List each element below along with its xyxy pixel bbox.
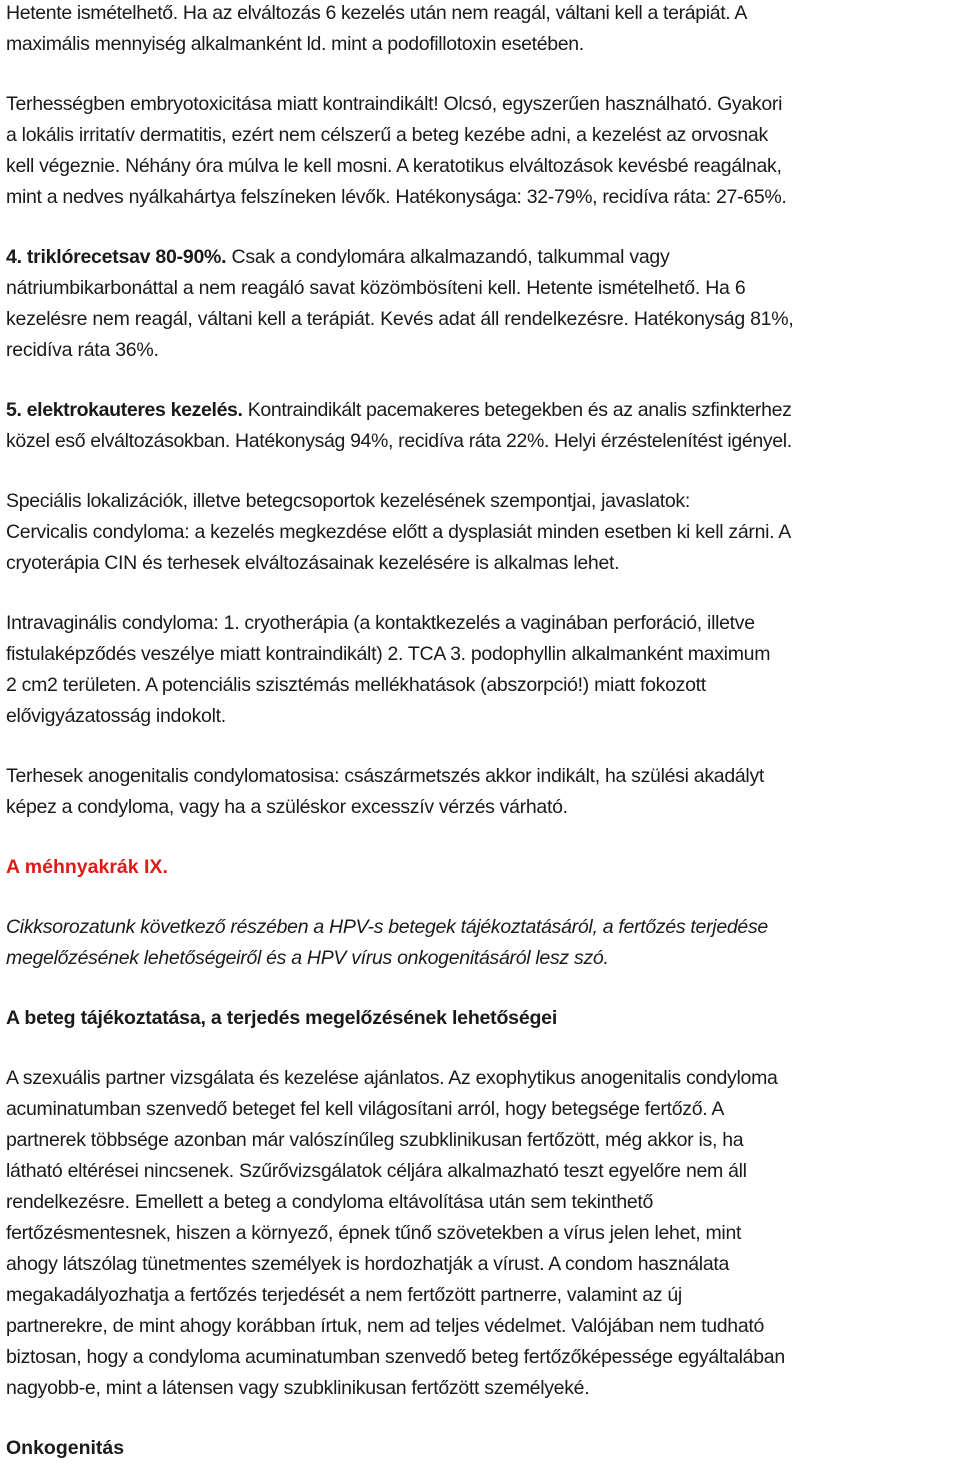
text-line <box>6 242 958 273</box>
paragraph-trichloroacetic-acid <box>6 242 958 366</box>
text-line: Terhességben embryotoxicitása miatt kontraindikált! Olcsó, egyszerűen használható. Gyakori <box>6 93 783 115</box>
text-line: Intravaginális condyloma: 1. cryotherápia (a kontaktkezelés a vaginában perforáció, illetve <box>6 612 755 634</box>
text-line: acuminatumban szenvedő beteget fel kell világosítani arról, hogy betegsége fertőző. A <box>6 1098 725 1120</box>
text-line: 2 cm2 területen. A potenciális szisztémás mellékhatások (abszorpció!) miatt fokozott <box>6 674 706 696</box>
text-line: Hetente ismételhető. Ha az elváltozás 6 kezelés után nem reagál, váltani kell a terápiát. A <box>6 2 748 24</box>
text-line: rendelkezésre. Emellett a beteg a condyloma eltávolítása után sem tekinthető <box>6 1191 654 1213</box>
text-line: látható eltérései nincsenek. Szűrővizsgálatok céljára alkalmazható teszt egyelőre nem áll <box>6 1160 747 1182</box>
text-line: Terhesek anogenitalis condylomatosisa: császármetszés akkor indikált, ha szülési akadályt <box>6 765 765 787</box>
text-line: partnerekre, de mint ahogy korábban írtuk, nem ad teljes védelmet. Valójában nem tudható <box>6 1315 765 1337</box>
paragraph-intravaginal-condyloma <box>6 608 958 732</box>
paragraph-electrocautery <box>6 395 958 457</box>
treatment-heading: 5. elektrokauteres kezelés. <box>6 399 243 421</box>
text-line: mint a nedves nyálkahártya felszíneken lévők. Hatékonysága: 32-79%, recidíva ráta: 27-65%. <box>6 186 787 208</box>
paragraph-series-intro <box>6 912 958 974</box>
treatment-heading: 4. triklórecetsav 80-90%. <box>6 246 227 268</box>
paragraph-pregnancy-contraindication <box>6 89 958 213</box>
text-line: cryoterápia CIN és terhesek elváltozásainak kezelésére is alkalmas lehet. <box>6 552 620 574</box>
subheading-oncogenicity: Onkogenitás <box>6 1437 125 1459</box>
text-line: képez a condyloma, vagy ha a szüléskor excesszív vérzés várható. <box>6 796 568 818</box>
text-line: Cervicalis condyloma: a kezelés megkezdése előtt a dysplasiát minden esetben ki kell zárni. A <box>6 521 792 543</box>
text-line: partnerek többsége azonban már valószínűleg szubklinikusan fertőzött, még akkor is, ha <box>6 1129 744 1151</box>
text-line: kell végeznie. Néhány óra múlva le kell mosni. A keratotikus elváltozások kevésbé reagálnak, <box>6 155 782 177</box>
text-line: a lokális irritatív dermatitis, ezért nem célszerű a beteg kezébe adni, a kezelést az orvosnak <box>6 124 768 146</box>
text-line: biztosan, hogy a condyloma acuminatumban szenvedő beteg fertőzőképessége egyáltalában <box>6 1346 785 1368</box>
text-span: Csak a condylomára alkalmazandó, talkummal vagy <box>226 246 670 268</box>
text-line: fistulaképződés veszélye miatt kontraindikált) 2. TCA 3. podophyllin alkalmanként maximum <box>6 643 771 665</box>
text-line: megakadályozhatja a fertőzés terjedését a nem fertőzött partnerre, valamint az új <box>6 1284 682 1306</box>
subheading-patient-information: A beteg tájékoztatása, a terjedés megelőzésének lehetőségei <box>6 1007 558 1029</box>
text-line: fertőzésmentesnek, hiszen a környező, épnek tűnő szövetekben a vírus jelen lehet, mint <box>6 1222 742 1244</box>
text-line: megelőzésének lehetőségeiről és a HPV vírus onkogenitásáról lesz szó. <box>6 947 609 969</box>
paragraph-special-localizations <box>6 486 958 579</box>
text-line: kezelésre nem reagál, váltani kell a terápiát. Kevés adat áll rendelkezésre. Hatékonyság 81%, <box>6 308 794 330</box>
text-span: Kontraindikált pacemakeres betegekben és az analis szfinkterhez <box>242 399 792 421</box>
section-title: A méhnyakrák IX. <box>6 856 168 878</box>
document-page <box>6 0 958 1464</box>
text-line: A szexuális partner vizsgálata és kezelése ajánlatos. Az exophytikus anogenitalis condyloma <box>6 1067 778 1089</box>
text-line: Speciális lokalizációk, illetve betegcsoportok kezelésének szempontjai, javaslatok: <box>6 490 690 512</box>
paragraph-pregnant-condylomatosis <box>6 761 958 823</box>
text-line <box>6 395 958 426</box>
text-line: nátriumbikarbonáttal a nem reagáló savat közömbösíteni kell. Hetente ismételhető. Ha 6 <box>6 277 746 299</box>
text-line: nagyobb-e, mint a látensen vagy szubklinikusan fertőzött személyeké. <box>6 1377 590 1399</box>
paragraph-partner-examination <box>6 1063 958 1404</box>
text-line: ahogy látszólag tünetmentes személyek is hordozhatják a vírust. A condom használata <box>6 1253 730 1275</box>
paragraph-treatment-repeat <box>6 0 958 60</box>
text-line: recidíva ráta 36%. <box>6 339 159 361</box>
text-line: elővigyázatosság indokolt. <box>6 705 226 727</box>
text-line: Cikksorozatunk következő részében a HPV-s betegek tájékoztatásáról, a fertőzés terjedése <box>6 916 768 938</box>
text-line: közel eső elváltozásokban. Hatékonyság 94%, recidíva ráta 22%. Helyi érzéstelenítést igényel. <box>6 430 792 452</box>
text-line: maximális mennyiség alkalmanként ld. mint a podofillotoxin esetében. <box>6 33 584 55</box>
